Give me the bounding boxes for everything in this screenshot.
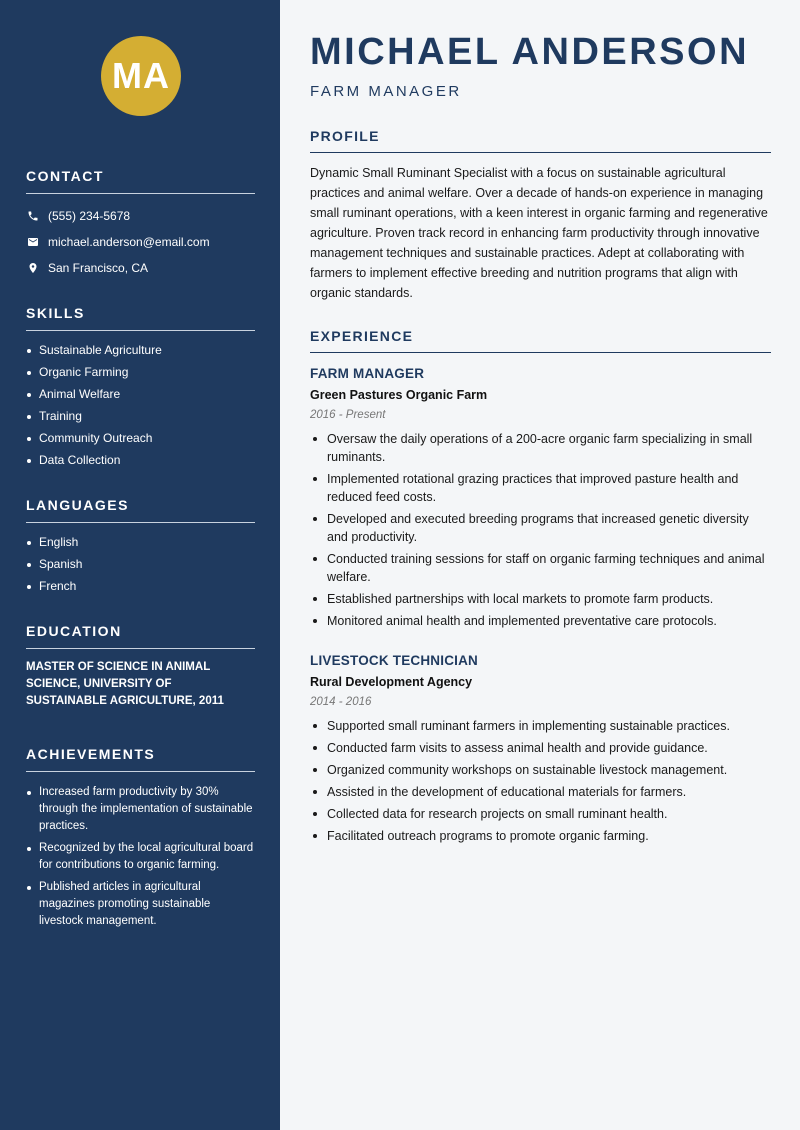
language-item: Spanish (26, 553, 255, 575)
email-text: michael.anderson@email.com (48, 235, 210, 249)
achievement-item: Increased farm productivity by 30% through the implementation of sustainable practices. (26, 784, 255, 835)
language-item: English (26, 531, 255, 553)
skill-item: Sustainable Agriculture (26, 339, 255, 361)
job-bullet: Assisted in the development of educational materials for farmers. (310, 783, 771, 801)
job-bullets (310, 717, 771, 845)
education-degree: MASTER OF SCIENCE IN ANIMAL SCIENCE, UNIVERSITY OF SUSTAINABLE AGRICULTURE, 2011 (26, 661, 224, 707)
candidate-title: FARM MANAGER (310, 83, 462, 100)
profile-text: Dynamic Small Ruminant Specialist with a focus on sustainable agricultural practices and animal welfare. Over a decade of hands-on experience in managing small ruminant operations, with a keen interest in organic farming and regenerative agriculture. Proven track record in enhancing farm productivity through innovative management techniques and sustainable practices. Adept at collaborating with farmers to implement effective breeding and nutrition programs that align with organic standards. (310, 166, 768, 300)
job-entry (310, 366, 771, 634)
job-entry (310, 653, 771, 849)
skills-heading: SKILLS (26, 305, 255, 331)
achievement-item: Recognized by the local agricultural board for contributions to organic farming. (26, 840, 255, 874)
education-heading: EDUCATION (26, 623, 255, 649)
contact-email (26, 229, 255, 255)
job-role: LIVESTOCK TECHNICIAN (310, 653, 479, 668)
job-bullet: Implemented rotational grazing practices that improved pasture health and reduced feed costs. (310, 470, 771, 506)
contact-heading: CONTACT (26, 168, 255, 194)
phone-text: (555) 234-5678 (48, 209, 131, 223)
candidate-name: MICHAEL ANDERSON (310, 31, 750, 73)
languages-section (26, 497, 255, 597)
education-section (26, 623, 255, 710)
location-text: San Francisco, CA (48, 261, 149, 275)
skill-item: Animal Welfare (26, 383, 255, 405)
experience-heading: EXPERIENCE (310, 328, 771, 353)
job-bullet: Conducted farm visits to assess animal health and provide guidance. (310, 739, 771, 757)
avatar: MA (101, 36, 181, 116)
profile-heading: PROFILE (310, 128, 771, 153)
job-bullet: Oversaw the daily operations of a 200-acre organic farm specializing in small ruminants. (310, 430, 771, 466)
skills-list (26, 339, 255, 471)
skill-item: Organic Farming (26, 361, 255, 383)
achievements-list (26, 784, 255, 930)
job-bullet: Organized community workshops on sustainable livestock management. (310, 761, 771, 779)
contact-phone (26, 203, 255, 229)
phone-icon (26, 209, 40, 223)
job-company: Green Pastures Organic Farm (310, 388, 488, 402)
skills-section (26, 305, 255, 471)
email-icon (26, 235, 40, 249)
job-role: FARM MANAGER (310, 366, 425, 381)
skill-item: Training (26, 405, 255, 427)
job-bullets (310, 430, 771, 630)
achievements-section (26, 746, 255, 935)
contact-list (26, 203, 255, 281)
job-bullet: Established partnerships with local markets to promote farm products. (310, 590, 771, 608)
job-bullet: Monitored animal health and implemented preventative care protocols. (310, 612, 771, 630)
languages-heading: LANGUAGES (26, 497, 255, 523)
contact-location (26, 255, 255, 281)
sidebar (0, 0, 280, 1130)
languages-list (26, 531, 255, 597)
job-dates: 2014 - 2016 (310, 696, 372, 708)
job-company: Rural Development Agency (310, 675, 473, 689)
job-bullet: Collected data for research projects on small ruminant health. (310, 805, 771, 823)
achievements-heading: ACHIEVEMENTS (26, 746, 255, 772)
job-bullet: Facilitated outreach programs to promote organic farming. (310, 827, 771, 845)
job-bullet: Supported small ruminant farmers in implementing sustainable practices. (310, 717, 771, 735)
location-pin-icon (26, 261, 40, 275)
achievement-item: Published articles in agricultural magazines promoting sustainable livestock management. (26, 879, 255, 930)
skill-item: Community Outreach (26, 427, 255, 449)
skill-item: Data Collection (26, 449, 255, 471)
contact-section (26, 168, 255, 281)
language-item: French (26, 575, 255, 597)
job-bullet: Developed and executed breeding programs that increased genetic diversity and productivity. (310, 510, 771, 546)
job-dates: 2016 - Present (310, 409, 386, 421)
job-bullet: Conducted training sessions for staff on organic farming techniques and animal welfare. (310, 550, 771, 586)
